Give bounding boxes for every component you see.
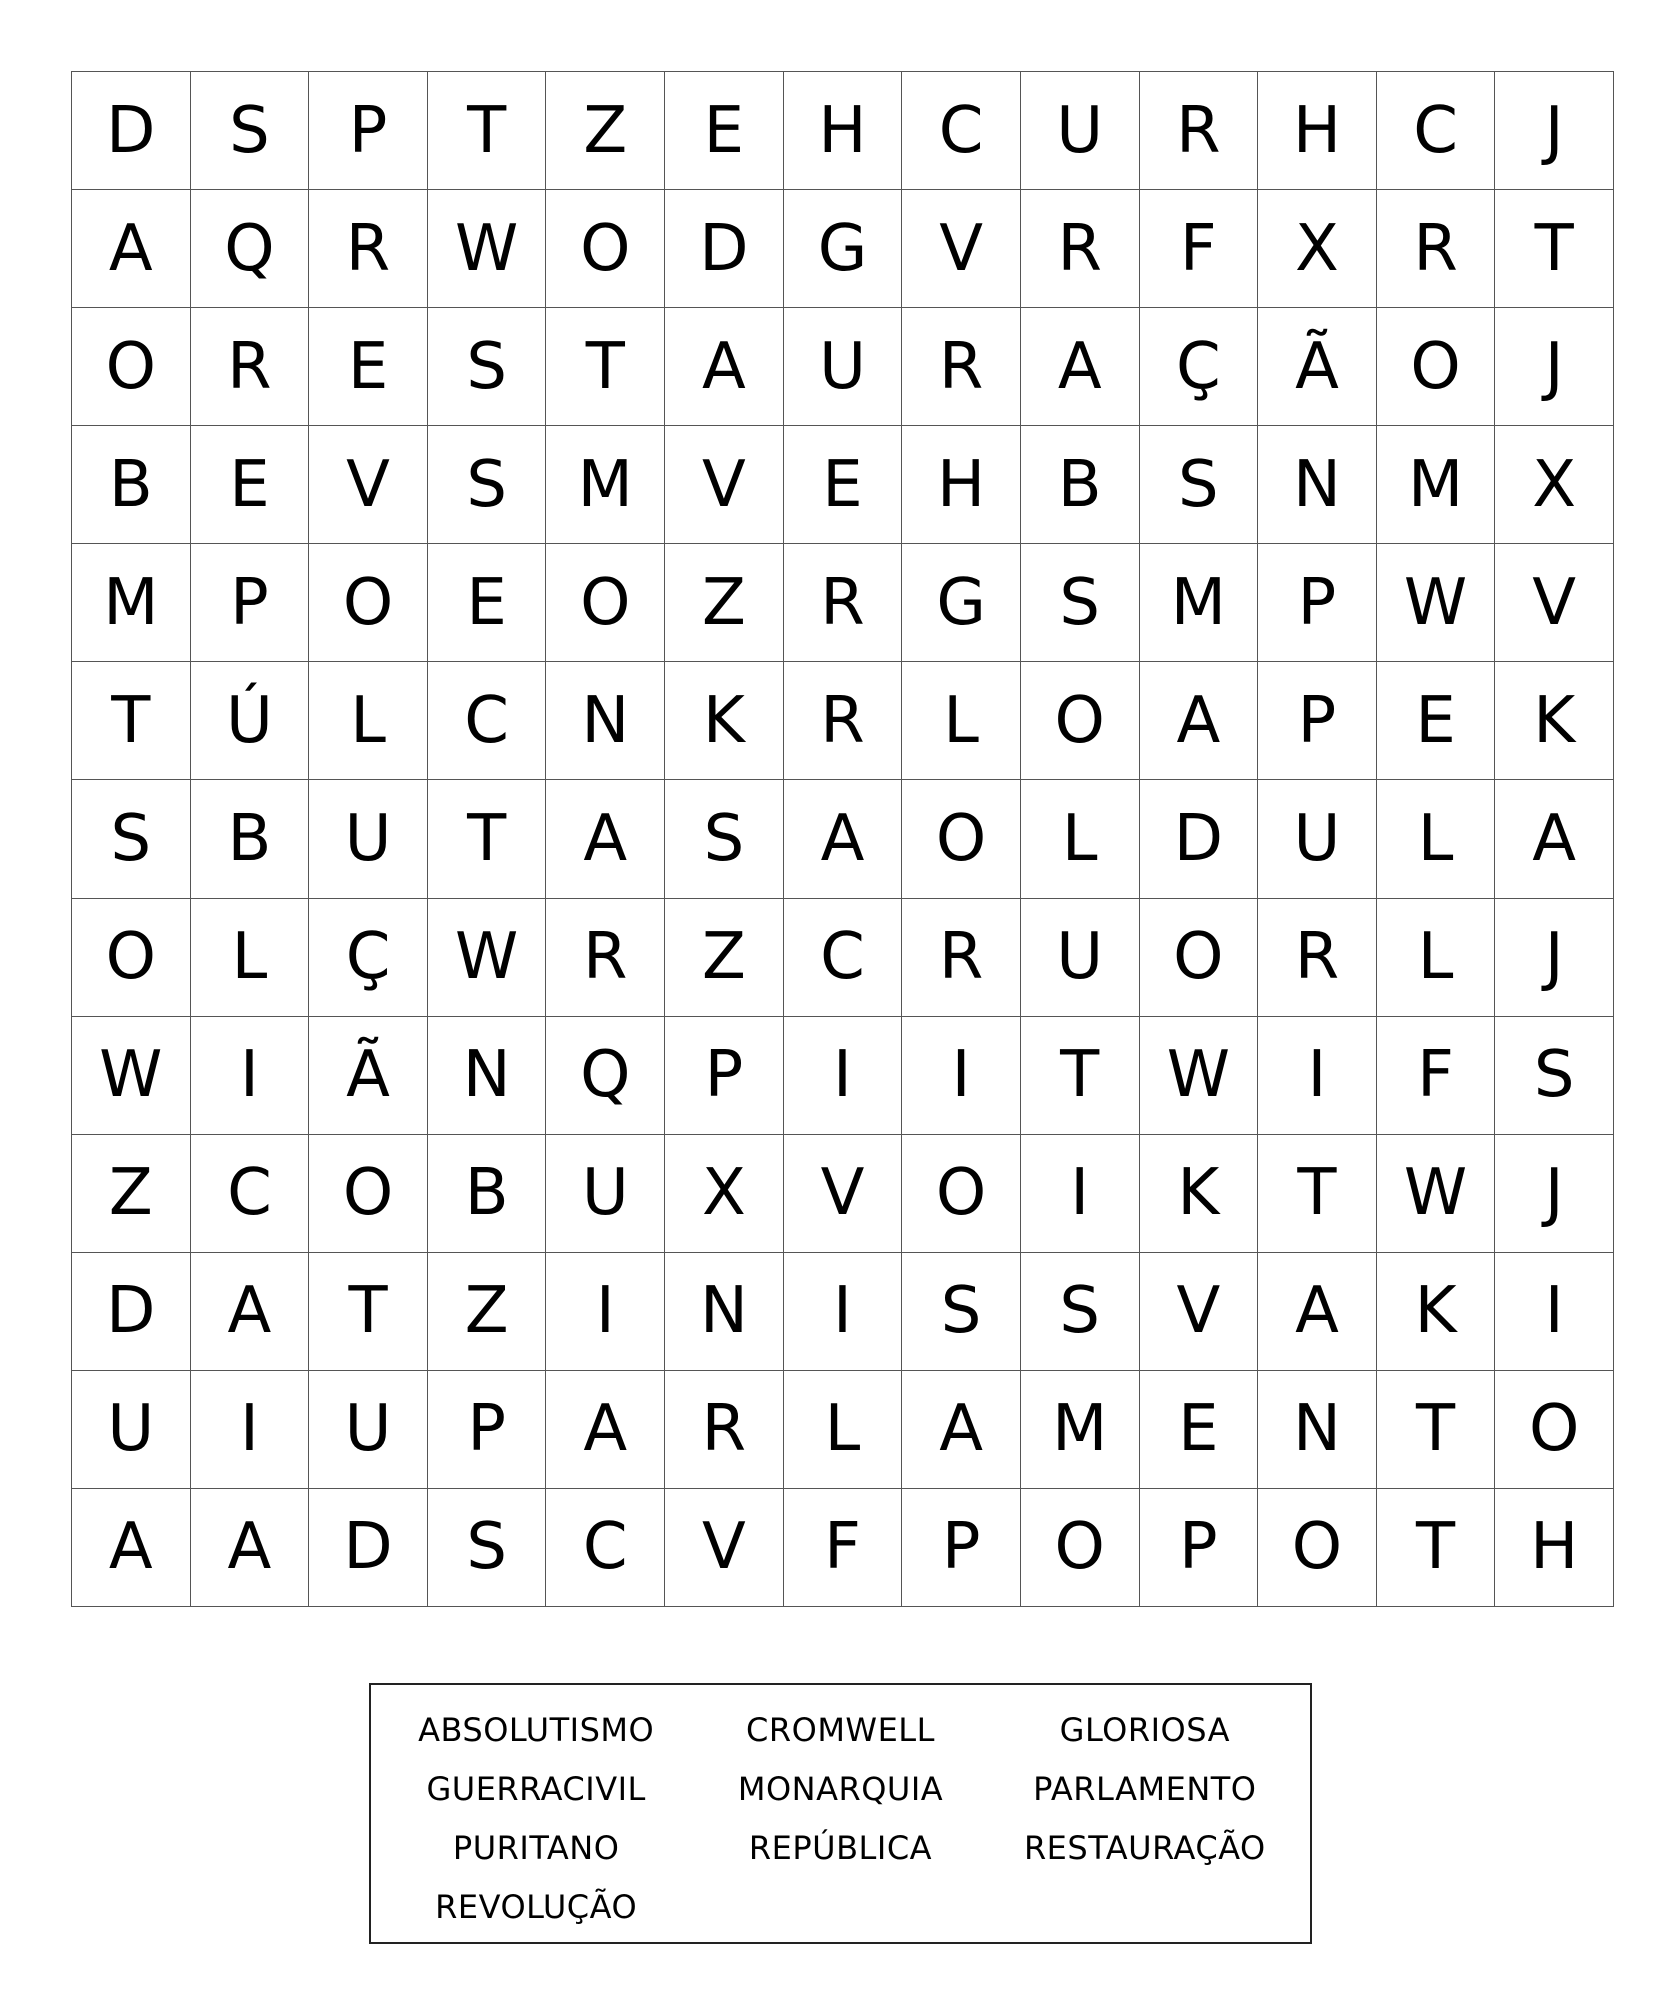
grid-cell[interactable]: H: [784, 72, 903, 190]
grid-cell[interactable]: Ã: [309, 1017, 428, 1135]
grid-cell[interactable]: Z: [546, 72, 665, 190]
grid-cell[interactable]: U: [309, 780, 428, 898]
grid-cell[interactable]: C: [428, 662, 547, 780]
word-item: PARLAMENTO: [1033, 1770, 1257, 1808]
grid-cell[interactable]: J: [1495, 308, 1614, 426]
grid-cell[interactable]: T: [309, 1253, 428, 1371]
grid-cell[interactable]: S: [428, 1489, 547, 1607]
grid-cell[interactable]: Z: [72, 1135, 191, 1253]
grid-cell[interactable]: N: [546, 662, 665, 780]
grid-cell[interactable]: A: [72, 190, 191, 308]
grid-cell[interactable]: T: [428, 72, 547, 190]
grid-cell[interactable]: B: [72, 426, 191, 544]
grid-cell[interactable]: A: [191, 1253, 310, 1371]
word-bank-column: [998, 1701, 1292, 1937]
grid-cell[interactable]: E: [1377, 662, 1496, 780]
grid-cell[interactable]: P: [1140, 1489, 1259, 1607]
grid-cell[interactable]: I: [902, 1017, 1021, 1135]
grid-cell[interactable]: N: [1258, 426, 1377, 544]
grid-cell[interactable]: H: [1258, 72, 1377, 190]
grid-cell[interactable]: R: [309, 190, 428, 308]
grid-cell[interactable]: F: [784, 1489, 903, 1607]
grid-cell[interactable]: M: [1140, 544, 1259, 662]
grid-cell[interactable]: D: [665, 190, 784, 308]
grid-cell[interactable]: B: [1021, 426, 1140, 544]
grid-cell[interactable]: S: [1021, 544, 1140, 662]
word-item: ABSOLUTISMO: [418, 1711, 655, 1749]
grid-cell[interactable]: I: [784, 1253, 903, 1371]
grid-cell[interactable]: R: [1021, 190, 1140, 308]
grid-cell[interactable]: S: [191, 72, 310, 190]
grid-cell[interactable]: R: [784, 544, 903, 662]
grid-cell[interactable]: W: [428, 899, 547, 1017]
grid-cell[interactable]: M: [546, 426, 665, 544]
grid-cell[interactable]: L: [784, 1371, 903, 1489]
grid-cell[interactable]: W: [1140, 1017, 1259, 1135]
grid-cell[interactable]: U: [1258, 780, 1377, 898]
grid-cell[interactable]: T: [1495, 190, 1614, 308]
grid-cell[interactable]: R: [665, 1371, 784, 1489]
grid-cell[interactable]: I: [191, 1371, 310, 1489]
grid-cell[interactable]: S: [428, 308, 547, 426]
grid-cell[interactable]: N: [665, 1253, 784, 1371]
grid-cell[interactable]: Ç: [1140, 308, 1259, 426]
grid-cell[interactable]: X: [665, 1135, 784, 1253]
grid-cell[interactable]: U: [309, 1371, 428, 1489]
grid-cell[interactable]: C: [902, 72, 1021, 190]
grid-cell[interactable]: S: [428, 426, 547, 544]
grid-cell[interactable]: R: [1140, 72, 1259, 190]
grid-cell[interactable]: A: [1495, 780, 1614, 898]
grid-cell[interactable]: P: [191, 544, 310, 662]
grid-cell[interactable]: A: [902, 1371, 1021, 1489]
grid-cell[interactable]: I: [1021, 1135, 1140, 1253]
grid-cell[interactable]: J: [1495, 72, 1614, 190]
grid-cell[interactable]: A: [784, 780, 903, 898]
grid-cell[interactable]: I: [1495, 1253, 1614, 1371]
grid-cell[interactable]: T: [1258, 1135, 1377, 1253]
grid-cell[interactable]: S: [1140, 426, 1259, 544]
grid-cell[interactable]: U: [1021, 72, 1140, 190]
grid-cell[interactable]: U: [72, 1371, 191, 1489]
grid-cell[interactable]: O: [1021, 662, 1140, 780]
grid-cell[interactable]: C: [784, 899, 903, 1017]
grid-cell[interactable]: R: [546, 899, 665, 1017]
grid-cell[interactable]: U: [784, 308, 903, 426]
grid-cell[interactable]: K: [1495, 662, 1614, 780]
grid-cell[interactable]: O: [1377, 308, 1496, 426]
grid-cell[interactable]: E: [309, 308, 428, 426]
grid-cell[interactable]: K: [1140, 1135, 1259, 1253]
grid-cell[interactable]: H: [902, 426, 1021, 544]
grid-cell[interactable]: W: [1377, 1135, 1496, 1253]
grid-cell[interactable]: D: [72, 72, 191, 190]
grid-cell[interactable]: V: [784, 1135, 903, 1253]
grid-cell[interactable]: J: [1495, 899, 1614, 1017]
grid-cell[interactable]: X: [1258, 190, 1377, 308]
grid-cell[interactable]: E: [428, 544, 547, 662]
grid-cell[interactable]: P: [309, 72, 428, 190]
grid-cell[interactable]: M: [1021, 1371, 1140, 1489]
grid-cell[interactable]: A: [191, 1489, 310, 1607]
grid-cell[interactable]: A: [665, 308, 784, 426]
grid-cell[interactable]: Q: [546, 1017, 665, 1135]
grid-cell[interactable]: R: [1377, 190, 1496, 308]
grid-cell[interactable]: N: [1258, 1371, 1377, 1489]
word-item: GLORIOSA: [1059, 1711, 1230, 1749]
grid-cell[interactable]: S: [1495, 1017, 1614, 1135]
grid-cell[interactable]: O: [1495, 1371, 1614, 1489]
grid-cell[interactable]: B: [428, 1135, 547, 1253]
grid-cell[interactable]: N: [428, 1017, 547, 1135]
grid-cell[interactable]: C: [1377, 72, 1496, 190]
letter-grid: [71, 71, 1614, 1607]
grid-cell[interactable]: T: [428, 780, 547, 898]
grid-cell[interactable]: E: [191, 426, 310, 544]
word-item: MONARQUIA: [737, 1770, 944, 1808]
grid-cell[interactable]: C: [546, 1489, 665, 1607]
grid-cell[interactable]: I: [546, 1253, 665, 1371]
grid-cell[interactable]: I: [191, 1017, 310, 1135]
grid-cell[interactable]: E: [1140, 1371, 1259, 1489]
word-item: GUERRACIVIL: [426, 1770, 646, 1808]
grid-cell[interactable]: L: [1021, 780, 1140, 898]
grid-cell[interactable]: Ã: [1258, 308, 1377, 426]
word-item: CROMWELL: [746, 1711, 935, 1749]
word-bank: [369, 1683, 1312, 1944]
grid-cell[interactable]: A: [546, 1371, 665, 1489]
grid-cell[interactable]: O: [546, 190, 665, 308]
grid-cell[interactable]: L: [191, 899, 310, 1017]
word-item: REPÚBLICA: [748, 1829, 933, 1867]
grid-cell[interactable]: U: [1021, 899, 1140, 1017]
grid-cell[interactable]: E: [784, 426, 903, 544]
grid-cell[interactable]: D: [1140, 780, 1259, 898]
grid-cell[interactable]: O: [309, 1135, 428, 1253]
grid-cell[interactable]: A: [72, 1489, 191, 1607]
grid-cell[interactable]: Z: [665, 899, 784, 1017]
grid-cell[interactable]: T: [1377, 1371, 1496, 1489]
grid-cell[interactable]: X: [1495, 426, 1614, 544]
grid-cell[interactable]: S: [72, 780, 191, 898]
grid-cell[interactable]: Q: [191, 190, 310, 308]
grid-cell[interactable]: V: [665, 1489, 784, 1607]
grid-cell[interactable]: W: [1377, 544, 1496, 662]
grid-cell[interactable]: O: [546, 544, 665, 662]
grid-cell[interactable]: V: [665, 426, 784, 544]
grid-cell[interactable]: R: [1258, 899, 1377, 1017]
grid-cell[interactable]: W: [428, 190, 547, 308]
grid-cell[interactable]: S: [902, 1253, 1021, 1371]
grid-cell[interactable]: A: [1258, 1253, 1377, 1371]
grid-cell[interactable]: B: [191, 780, 310, 898]
grid-cell[interactable]: C: [191, 1135, 310, 1253]
grid-cell[interactable]: R: [902, 308, 1021, 426]
grid-cell[interactable]: A: [1140, 662, 1259, 780]
grid-cell[interactable]: E: [665, 72, 784, 190]
grid-cell[interactable]: W: [72, 1017, 191, 1135]
grid-cell[interactable]: M: [1377, 426, 1496, 544]
grid-cell[interactable]: T: [1021, 1017, 1140, 1135]
grid-cell[interactable]: S: [1021, 1253, 1140, 1371]
word-item: PURITANO: [452, 1829, 620, 1867]
grid-cell[interactable]: A: [1021, 308, 1140, 426]
grid-cell[interactable]: H: [1495, 1489, 1614, 1607]
grid-cell[interactable]: L: [309, 662, 428, 780]
grid-cell[interactable]: V: [309, 426, 428, 544]
grid-cell[interactable]: O: [902, 780, 1021, 898]
word-item: REVOLUÇÃO: [435, 1888, 638, 1926]
grid-cell[interactable]: A: [546, 780, 665, 898]
word-bank-column: [389, 1701, 683, 1937]
grid-cell[interactable]: U: [546, 1135, 665, 1253]
grid-cell[interactable]: L: [1377, 780, 1496, 898]
grid-cell[interactable]: O: [902, 1135, 1021, 1253]
grid-cell[interactable]: T: [546, 308, 665, 426]
grid-cell[interactable]: J: [1495, 1135, 1614, 1253]
grid-cell[interactable]: O: [1021, 1489, 1140, 1607]
grid-cell[interactable]: V: [1140, 1253, 1259, 1371]
grid-cell[interactable]: F: [1140, 190, 1259, 308]
grid-cell[interactable]: T: [72, 662, 191, 780]
grid-cell[interactable]: P: [902, 1489, 1021, 1607]
grid-cell[interactable]: Ç: [309, 899, 428, 1017]
grid-cell[interactable]: K: [1377, 1253, 1496, 1371]
grid-cell[interactable]: O: [72, 899, 191, 1017]
grid-cell[interactable]: P: [665, 1017, 784, 1135]
grid-cell[interactable]: Z: [428, 1253, 547, 1371]
grid-cell[interactable]: P: [428, 1371, 547, 1489]
grid-cell[interactable]: P: [1258, 544, 1377, 662]
grid-cell[interactable]: Z: [665, 544, 784, 662]
grid-cell[interactable]: V: [902, 190, 1021, 308]
grid-cell[interactable]: R: [784, 662, 903, 780]
grid-cell[interactable]: G: [902, 544, 1021, 662]
grid-cell[interactable]: G: [784, 190, 903, 308]
grid-cell[interactable]: L: [902, 662, 1021, 780]
grid-cell[interactable]: O: [72, 308, 191, 426]
grid-cell[interactable]: I: [1258, 1017, 1377, 1135]
grid-cell[interactable]: P: [1258, 662, 1377, 780]
grid-cell[interactable]: K: [665, 662, 784, 780]
grid-cell[interactable]: S: [665, 780, 784, 898]
grid-cell[interactable]: L: [1377, 899, 1496, 1017]
grid-cell[interactable]: Ú: [191, 662, 310, 780]
grid-cell[interactable]: R: [902, 899, 1021, 1017]
word-bank-column: [693, 1701, 987, 1937]
grid-cell[interactable]: R: [191, 308, 310, 426]
grid-cell[interactable]: O: [1140, 899, 1259, 1017]
grid-cell[interactable]: T: [1377, 1489, 1496, 1607]
grid-cell[interactable]: V: [1495, 544, 1614, 662]
grid-cell[interactable]: D: [309, 1489, 428, 1607]
grid-cell[interactable]: M: [72, 544, 191, 662]
grid-cell[interactable]: O: [309, 544, 428, 662]
grid-cell[interactable]: D: [72, 1253, 191, 1371]
word-item: RESTAURAÇÃO: [1023, 1829, 1266, 1867]
grid-cell[interactable]: O: [1258, 1489, 1377, 1607]
grid-cell[interactable]: F: [1377, 1017, 1496, 1135]
grid-cell[interactable]: I: [784, 1017, 903, 1135]
